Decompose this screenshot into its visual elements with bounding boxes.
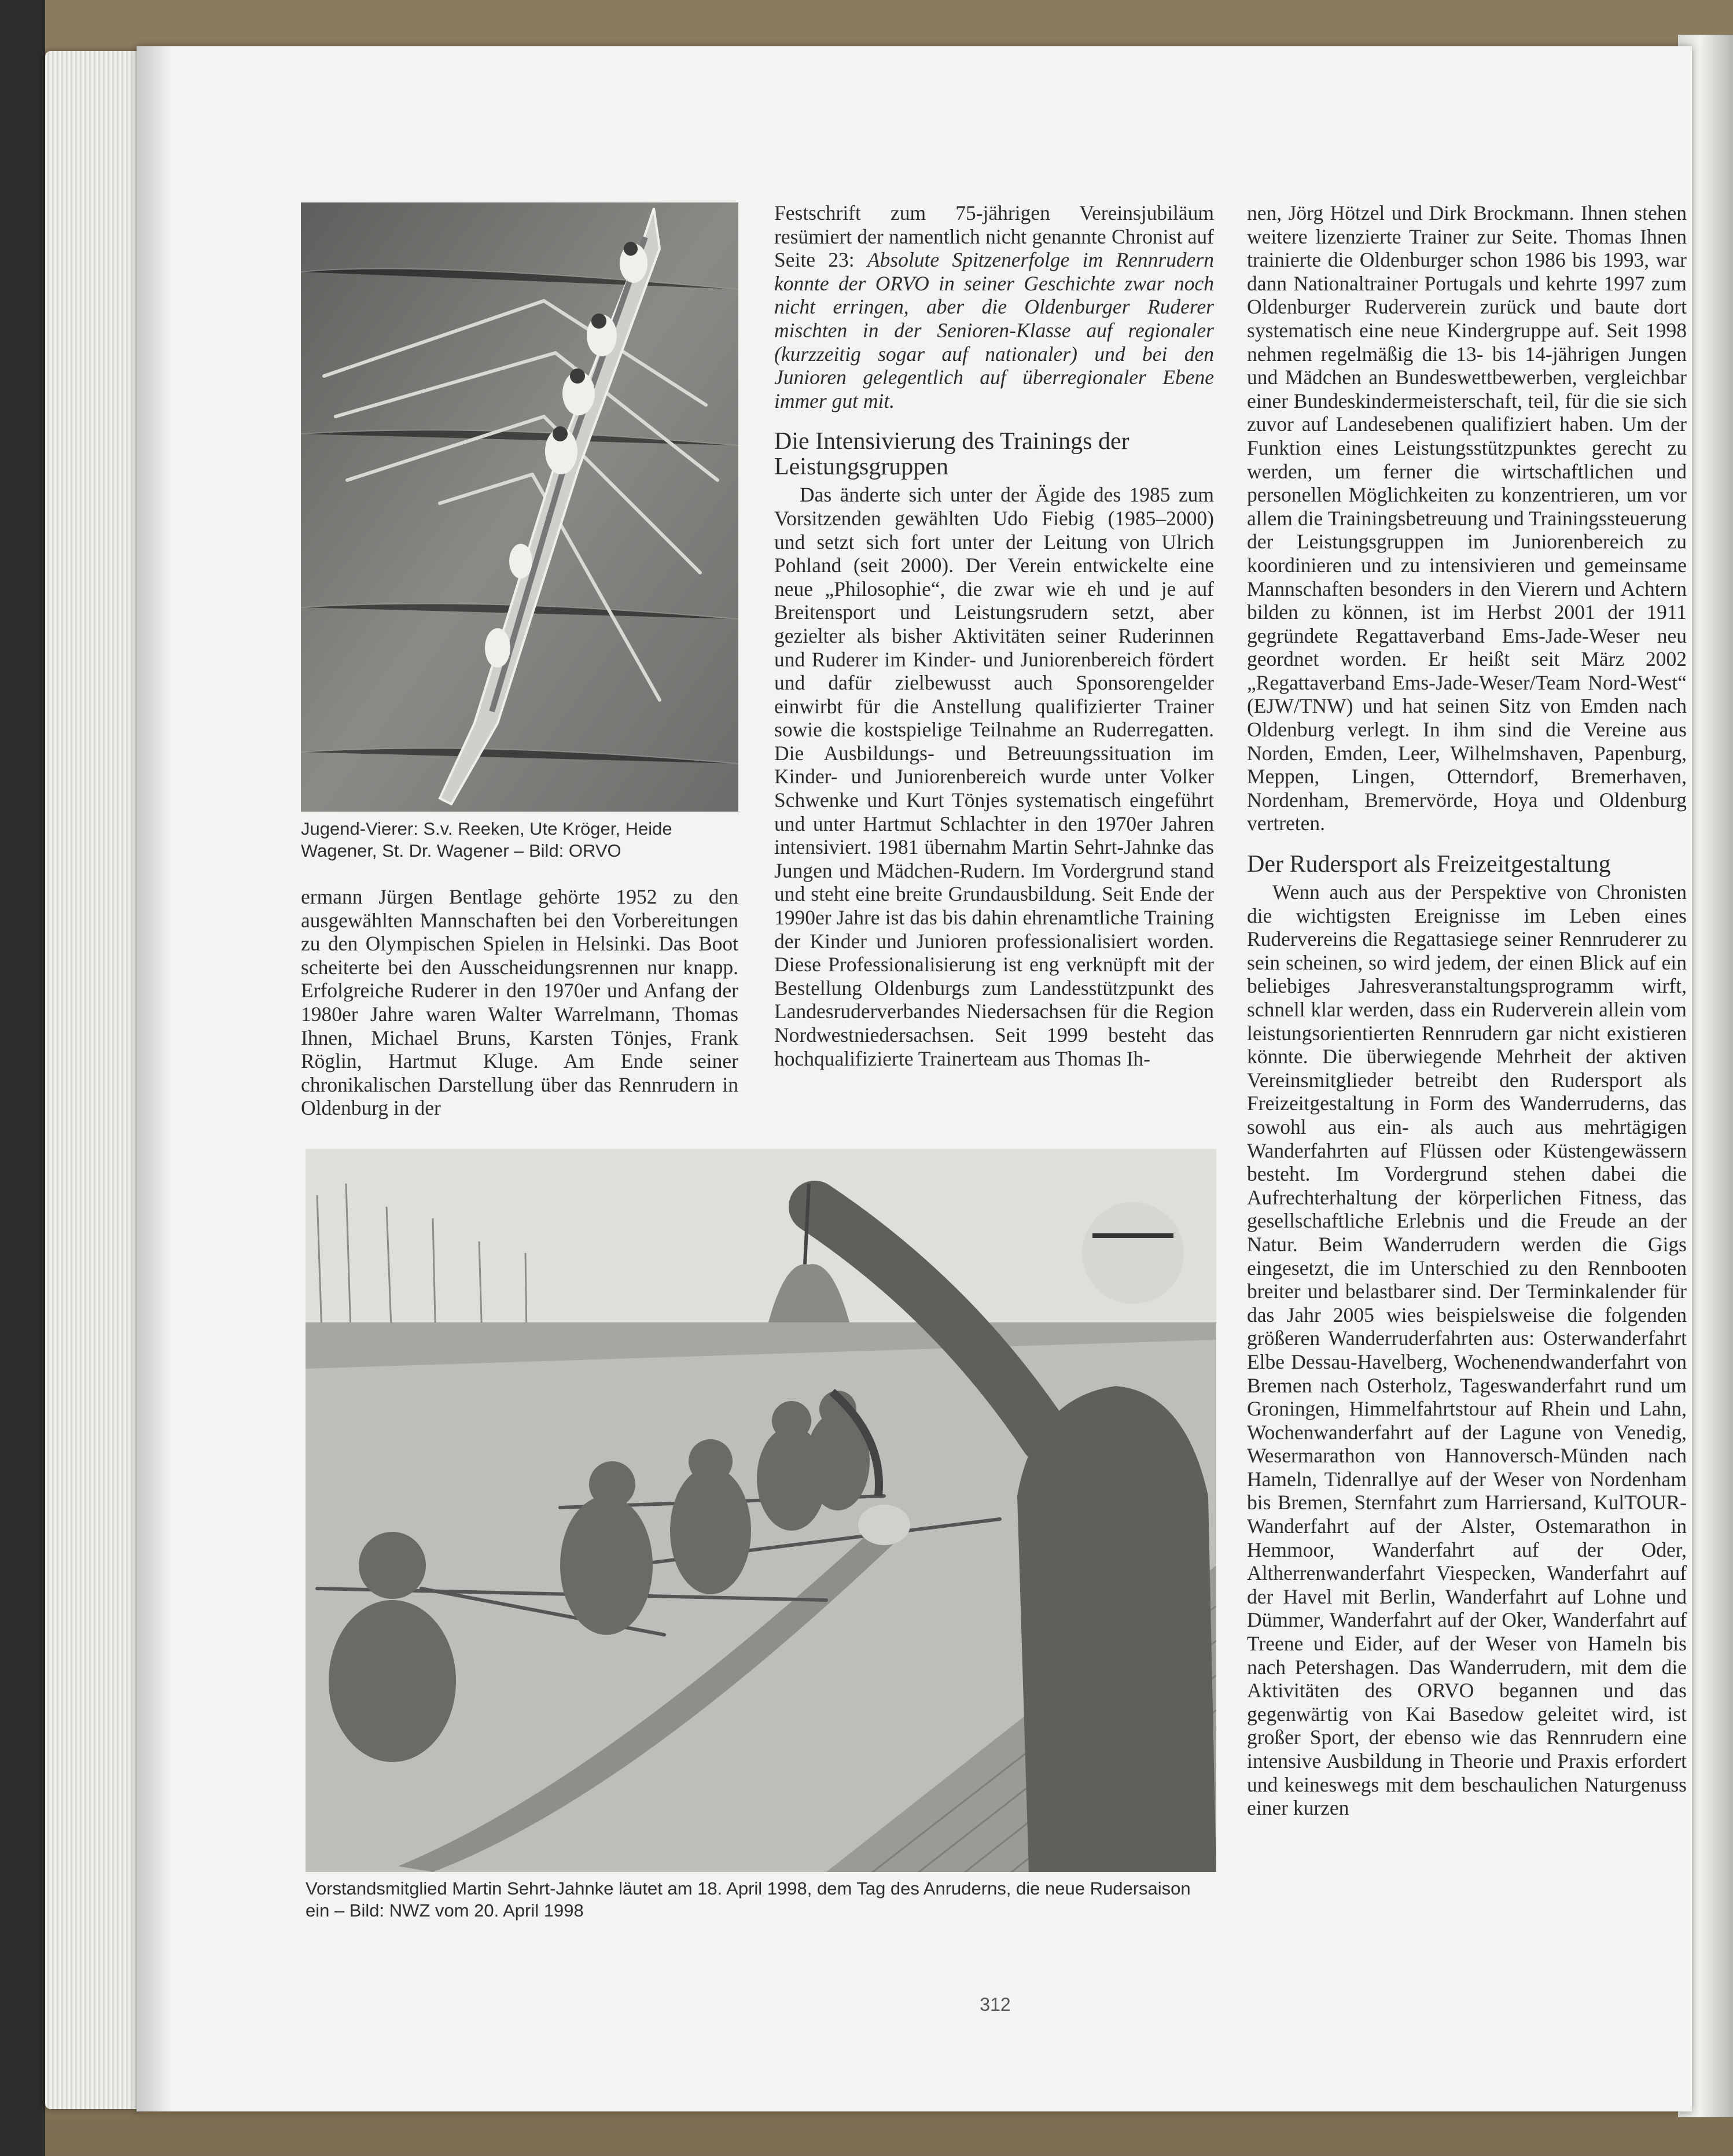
section-heading-leisure: Der Rudersport als Freizeitgestaltung [1247,851,1611,878]
column-2 [774,201,1214,1070]
section-heading-training: Die Intensivierung des Trainings der Leistungsgruppen [774,428,1129,481]
column-3-paragraph-1: nen, Jörg Hötzel und Dirk Brockmann. Ihnen stehen weitere lizenzierte Trainer zur Seite. Thomas Ihnen trainierte die Oldenburger schon 1986 bis 1993, war dann Nationaltrainer Portugals und kehrte 1997 zum Oldenburger Ruderverein zurück und baute dort systematisch eine neue Kindergruppe auf. Seit 1998 nehmen regelmäßig die 13- bis 14-jährigen Jungen und Mädchen an Bundeswettbewerben, vergleichbar einer Bundeskindermeisterschaft, teil, für die sie sich zuvor auf Landesebenen qualifiziert haben. Um der Funktion eines Leistungsstützpunktes gerecht zu werden, um ferner die wirtschaftlichen und personellen Möglichkeiten zu konzentrieren, um vor allem die Trainingsbetreuung und Trainingssteuerung der Leistungsgruppen im Juniorenbereich zu koordinieren und zu intensivieren und gemeinsame Mannschaften besonders in den Vierern und Achtern bilden zu können, ist im Herbst 2001 der 1911 gegründete Regattaverband Ems-Jade-Weser neu geordnet worden. Er heißt seit März 2002 „Regattaverband Ems-Jade-Weser/Team Nord-West“ (EJW/TNW) und hat seinen Sitz von Emden nach Oldenburg verlegt. In ihm sind die Vereine aus Norden, Emden, Leer, Wilhelmshaven, Papenburg, Meppen, Lingen, Otterndorf, Bremerhaven, Nordenham, Bremervörde, Hoya und Oldenburg vertreten. [1247,201,1687,835]
rowing-four-photo [301,202,738,812]
column-1 [301,885,738,1120]
quote-intro: Festschrift zum 75-jährigen Vereinsjubiläum resümiert der namentlich nicht genannte Chronist auf Seite 23: [774,201,1214,272]
column-2-quote-paragraph [774,201,1214,412]
book-shadow [0,0,45,2156]
page-number: 312 [980,1994,1011,2015]
column-3-paragraph-2: Wenn auch aus der Perspektive von Chronisten die wichtigsten Ereignisse im Leben eines Rudervereins die Regattasiege seiner Rennruderer zu sein scheinen, so wird jedem, der einen Blick auf ein beliebiges Jahresveranstaltungsprogramm wirft, schnell klar werden, dass ein Ruderverein allein vom leistungsorientierten Rennrudern gar nicht existieren könnte. Die überwiegende Mehrheit der aktiven Vereinsmitglieder betreibt den Rudersport als Freizeitgestaltung in Form des Wanderruderns, das sowohl aus ein- als auch aus mehrtägigen Wanderfahrten auf Flüssen oder Küstengewässern besteht. Im Vordergrund stehen dabei die Aufrechterhaltung der körperlichen Fitness, das gesellschaftliche Erlebnis und die Freude an der Natur. Beim Wanderrudern werden die Gigs eingesetzt, die im Unterschied zu den Rennbooten breiter und belastbarer sind. Der Terminkalender für das Jahr 2005 wies beispielsweise die folgenden größeren Wanderruderfahrten aus: Osterwanderfahrt Elbe Dessau-Havelberg, Wochenendwanderfahrt von Bremen nach Osterholz, Tageswanderfahrt rund um Groningen, Himmelfahrtstour auf Rhein und Lahn, Wochenwanderfahrt auf der Lagune von Venedig, Wesermarathon von Hannoversch-Münden nach Hameln, Tidenrallye auf der Weser von Nordenham bis Bremen, Sternfahrt zum Harriersand, KulTOUR-Wanderfahrt auf der Alster, Ostemarathon in Hemmoor, Wanderfahrt auf der Oder, Altherrenwanderfahrt Viespecken, Wanderfahrt auf der Havel mit Berlin, Wanderfahrt auf Lohne und Dümmer, Wanderfahrt auf der Oker, Wanderfahrt auf Treene und Eider, auf der Weser von Hameln bis nach Petershagen. Das Wanderrudern, mit dem die Aktivitäten des ORVO begannen und das gegenwärtig von Kai Basedow geleitet wird, ist großer Sport, der ebenso wie das Rennrudern eine intensive Ausbildung in Theorie und Praxis erfordert und keineswegs mit dem beschaulichen Naturgenuss einer kurzen [1247,880,1687,1820]
column-1-paragraph: ermann Jürgen Bentlage gehörte 1952 zu den ausgewählten Mannschaften bei den Vorbereitungen zu den Olympischen Spielen in Helsinki. Das Boot scheiterte bei den Ausscheidungsrennen nur knapp. Erfolgreiche Ruderer in den 1970er und Anfang der 1980er Jahre waren Walter Warrelmann, Thomas Ihnen, Michael Bruns, Karsten Tönjes, Frank Röglin, Hartmut Kluge. Am Ende seiner chronikalischen Darstellung über das Rennrudern in Oldenburg in der [301,885,738,1120]
photo2-caption: Vorstandsmitglied Martin Sehrt-Jahnke läutet am 18. April 1998, dem Tag des Anruderns, die neue Rudersaison ein – Bild: NWZ vom 20. April 1998 [306,1878,1191,1921]
gutter-shadow [137,46,171,2111]
quote-text: Absolute Spitzenerfolge im Rennrudern konnte der ORVO in seiner Geschichte zwar noch nicht erringen, aber die Oldenburger Ruderer mischten in der Senioren-Klasse auf regionaler (kurzzeitig sogar auf nationaler) und bei den Junioren gelegentlich auf überregionaler Ebene immer gut mit. [774,248,1214,412]
page-edges [45,51,145,2109]
column-3 [1247,201,1687,1820]
column-2-paragraph: Das änderte sich unter der Ägide des 1985 zum Vorsitzenden gewählten Udo Fiebig (1985–2000) und setzt sich fort unter der Leitung von Ulrich Pohland (seit 2000). Der Verein entwickelte eine neue „Philosophie“, die zwar wie eh und je auf Breitensport und Leistungsrudern setzt, aber gezielter als bisher Aktivitäten seiner Ruderinnen und Ruderer im Kinder- und Juniorenbereich fördert und dafür zielbewusst auch Sponsorengelder einwirbt für die Anstellung qualifizierter Trainer sowie die kostspielige Teilnahme an Ruderregatten. Die Ausbildungs- und Betreuungssituation im Kinder- und Juniorenbereich wurde unter Volker Schwenke und Kurt Tönjes systematisch eingeführt und unter Hartmut Schlachter in den 1970er Jahren intensiviert. 1981 übernahm Martin Sehrt-Jahnke das Jungen und Mädchen-Rudern. Im Vordergrund stand und steht eine breite Grundausbildung. Seit Ende der 1990er Jahre ist das bis dahin ehrenamtliche Training der Kinder und Junioren professionalisiert worden. Diese Professionalisierung ist eng verknüpft mit der Bestellung Oldenburgs zum Landesstützpunkt des Landesruderverbandes Niedersachsen für die Region Nordwestniedersachsen. Seit 1999 besteht das hochqualifizierte Trainerteam aus Thomas Ih- [774,483,1214,1070]
bell-ringing-photo [306,1149,1216,1872]
photo1-caption: Jugend-Vierer: S.v. Reeken, Ute Kröger, Heide Wagener, St. Dr. Wagener – Bild: ORVO [301,819,672,861]
